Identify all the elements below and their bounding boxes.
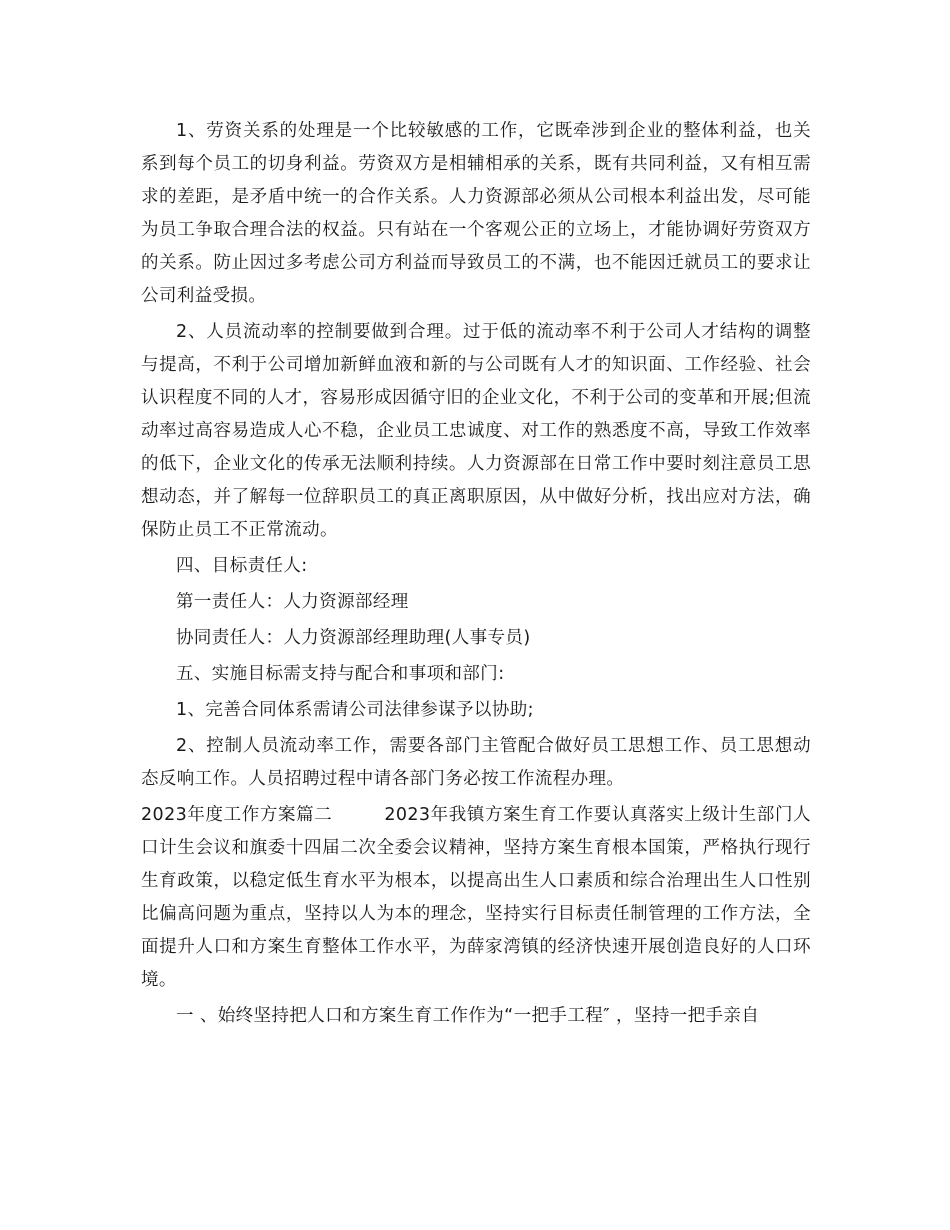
paragraph-co-owner: 协同责任人：人力资源部经理助理(人事专员)	[176, 628, 531, 648]
plan-two-body: 2023年我镇方案生育工作要认真落实上级计生部门人口计生会议和旗委十四届二次全委会议精神，坚持方案生育根本国策，严格执行现行生育政策，以稳定低生育水平为根本，以提高出生人口素质和综合治理出生人口性别比偏高问题为重点，坚持以人为本的理念，坚持实行目标责任制管理的工作方法，全面提升人口和方案生育整体工作水平，为薛家湾镇的经济快速开展创造良好的人口环境。	[141, 805, 811, 990]
paragraph-first-item: 一 、始终坚持把人口和方案生育工作作为“一把手工程″ ，坚持一把手亲自	[176, 1006, 760, 1026]
paragraph-labor-relations: 1、劳资关系的处理是一个比较敏感的工作，它既牵涉到企业的整体利益，也关系到每个员工的切身利益。劳资双方是相辅相承的关系，既有共同利益，又有相互需求的差距，是矛盾中统一的合作关系。人力资源部必须从公司根本利益出发，尽可能为员工争取合理合法的权益。只有站在一个客观公正的立场上，才能协调好劳资双方的关系。防止因过多考虑公司方利益而导致员工的不满，也不能因迁就员工的要求让公司利益受损。	[141, 121, 811, 306]
heading-target-owner: 四、目标责任人:	[176, 556, 308, 576]
paragraph-department-cooperation: 2、控制人员流动率工作，需要各部门主管配合做好员工思想工作、员工思想动态反响工作。人员招聘过程中请各部门务必按工作流程办理。	[141, 736, 811, 789]
paragraph-turnover-control: 2、人员流动率的控制要做到合理。过于低的流动率不利于公司人才结构的调整与提高，不利于公司增加新鲜血液和新的与公司既有人才的知识面、工作经验、社会认识程度不同的人才，容易形成因循守旧的企业文化，不利于公司的变革和开展;但流动率过高容易造成人心不稳，企业员工忠诚度、对工作的熟悉度不高，导致工作效率的低下，企业文化的传承无法顺利持续。人力资源部在日常工作中要时刻注意员工思想动态，并了解每一位辞职员工的真正离职原因，从中做好分析，找出应对方法，确保防止员工不正常流动。	[141, 322, 811, 540]
section-title-plan-two: 2023年度工作方案篇二	[141, 805, 333, 825]
document-body	[141, 115, 811, 1036]
paragraph-plan-part-two	[141, 799, 811, 997]
paragraph-contract-system: 1、完善合同体系需请公司法律参谋予以协助;	[176, 700, 534, 720]
heading-support-items: 五、实施目标需支持与配合和事项和部门:	[176, 664, 505, 684]
paragraph-primary-owner: 第一责任人：人力资源部经理	[176, 592, 409, 612]
